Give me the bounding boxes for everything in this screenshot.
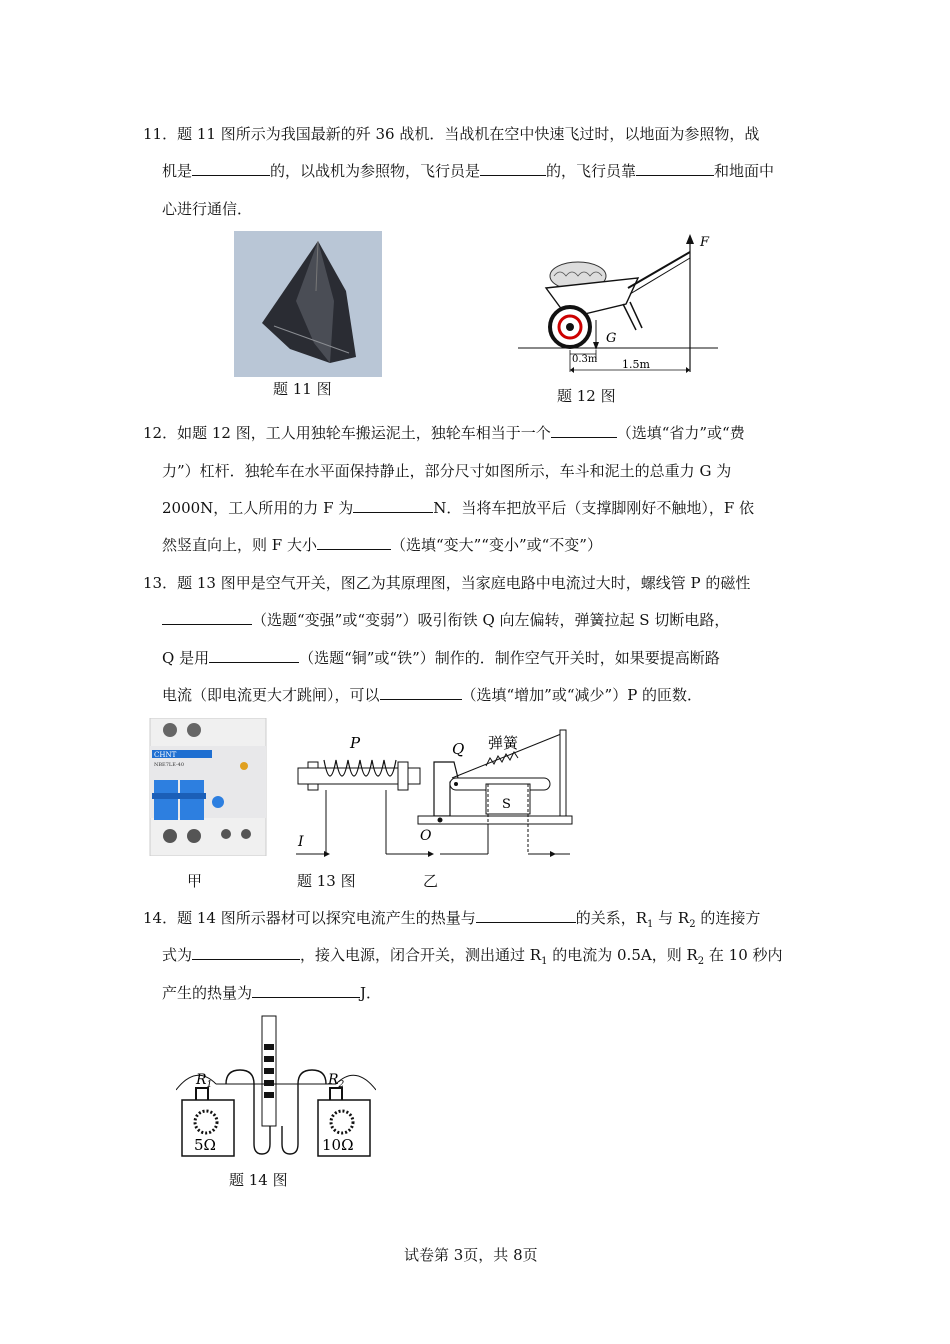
q14-text-c: 与 R [653,909,690,927]
q12-blank-2[interactable] [353,498,433,513]
q14-text-j: J． [360,984,382,1002]
q13-text-f: （选填“增加”或“减少”）P 的匝数． [461,686,703,704]
q13-text-c: Q 是用 [162,649,210,667]
fig14-ohm-1: 5Ω [194,1136,216,1154]
fig11-jet-photo [234,231,382,377]
q12-text-d: N．当将车把放平后（支撑脚刚好不触地），F 依 [433,499,755,517]
q12-text-f: （选填“变大”“变小”或“不变”） [390,536,602,554]
fig13-label-q: Q [452,740,465,758]
q11-blank-3[interactable] [636,161,714,176]
q14-text-e: 式为 [162,946,193,964]
q14-text-b: 的关系，R [575,909,648,927]
q13-line-4 [162,685,702,705]
q12-line-4 [162,535,602,555]
q14-text-g: 的电流为 0.5A，则 R [547,946,698,964]
fig12-dim-short: 0.3m [572,354,598,365]
q13-blank-3[interactable] [380,685,462,700]
fig11-caption: 题 11 图 [273,380,332,398]
q12-blank-1[interactable] [551,423,617,438]
q13-text-e: 电流（即电流更大才跳闸），可以 [162,686,380,704]
fig14-apparatus [176,1014,376,1160]
q14-blank-3[interactable] [252,983,360,998]
fig12-caption: 题 12 图 [557,387,616,405]
q14-sub-1: 1 [647,919,654,930]
q14-line-1 [143,908,760,935]
fig13-label-o: O [420,828,432,844]
q11-line-2 [162,161,774,181]
fig13-label-s: S [502,797,511,812]
fig13-caption-yi: 乙 [423,872,439,890]
q14-line-2 [162,945,783,972]
q14-sub-4: 2 [697,956,705,967]
q11-text-c: 的，飞行员靠 [546,162,637,180]
fig13-model: NBE7LE-40 [154,762,184,768]
fig12-wheelbarrow-diagram [518,230,718,380]
fig13-label-p: P [350,734,361,752]
q14-text-h: 在 10 秒内 [704,946,783,964]
fig13-schematic [290,720,576,860]
q11-text-d: 和地面中 [714,162,775,180]
q11-text-b: 的，以战机为参照物，飞行员是 [270,162,481,180]
q13-line-3 [162,648,720,668]
fig14-r1-label: $R_1$ [196,1072,213,1090]
q11-text-a: 机是 [162,162,193,180]
fig12-label-g: G [606,331,617,346]
q14-sub-3: 1 [541,956,548,967]
q12-text-b: （选填“省力”或“费 [616,424,745,442]
fig13-caption-jia: 甲 [187,872,203,890]
fig13-caption: 题 13 图 [297,872,356,890]
q14-blank-2[interactable] [192,945,300,960]
fig14-ohm-2: 10Ω [322,1136,354,1154]
q12-line-2: 力”）杠杆．独轮车在水平面保持静止，部分尺寸如图所示，车斗和泥土的总重力 G 为 [162,462,732,480]
fig13-brand: CHNT [154,751,177,759]
q11-line-3: 心进行通信． [162,200,253,218]
fig13-label-i: I [298,834,304,850]
q11-line-1: 11．题 11 图所示为我国最新的歼 36 战机．当战机在空中快速飞过时，以地面为参照物，战 [143,125,760,143]
q11-blank-2[interactable] [480,161,546,176]
q13-blank-2[interactable] [209,648,299,663]
q12-line-1 [143,423,745,443]
q13-text-d: （选题“铜”或“铁”）制作的．制作空气开关时，如果要提高断路 [299,649,720,667]
q14-blank-1[interactable] [476,908,576,923]
fig14-r2-label: $R_2$ [328,1072,345,1090]
q13-line-2 [162,610,729,630]
page-footer: 试卷第 3页，共 8页 [404,1246,538,1264]
q14-sub-2: 2 [689,919,696,930]
q14-text-a: 14．题 14 图所示器材可以探究电流产生的热量与 [143,909,476,927]
fig13-label-spring: 弹簧 [488,734,519,752]
fig12-dim-long: 1.5m [622,358,650,371]
fig13-breaker-photo [148,718,268,856]
q12-blank-3[interactable] [317,535,391,550]
q12-text-a: 12．如题 12 图，工人用独轮车搬运泥土，独轮车相当于一个 [143,424,551,442]
q12-line-3 [162,498,754,518]
q11-blank-1[interactable] [192,161,270,176]
q14-text-i: 产生的热量为 [162,984,253,1002]
q14-line-3 [162,983,381,1003]
fig14-caption: 题 14 图 [229,1171,288,1189]
q14-text-f: ，接入电源，闭合开关，测出通过 R [300,946,542,964]
q12-text-e: 然竖直向上，则 F 大小 [162,536,317,554]
q14-text-d: 的连接方 [695,909,761,927]
q13-text-b: （选题“变强”或“变弱”）吸引衔铁 Q 向左偏转，弹簧拉起 S 切断电路， [252,611,730,629]
fig12-label-f: F [700,235,710,250]
q12-text-c: 2000N，工人所用的力 F 为 [162,499,354,517]
q13-line-1: 13．题 13 图甲是空气开关，图乙为其原理图，当家庭电路中电流过大时，螺线管 P 的磁性 [143,574,751,592]
q13-blank-1[interactable] [162,610,252,625]
